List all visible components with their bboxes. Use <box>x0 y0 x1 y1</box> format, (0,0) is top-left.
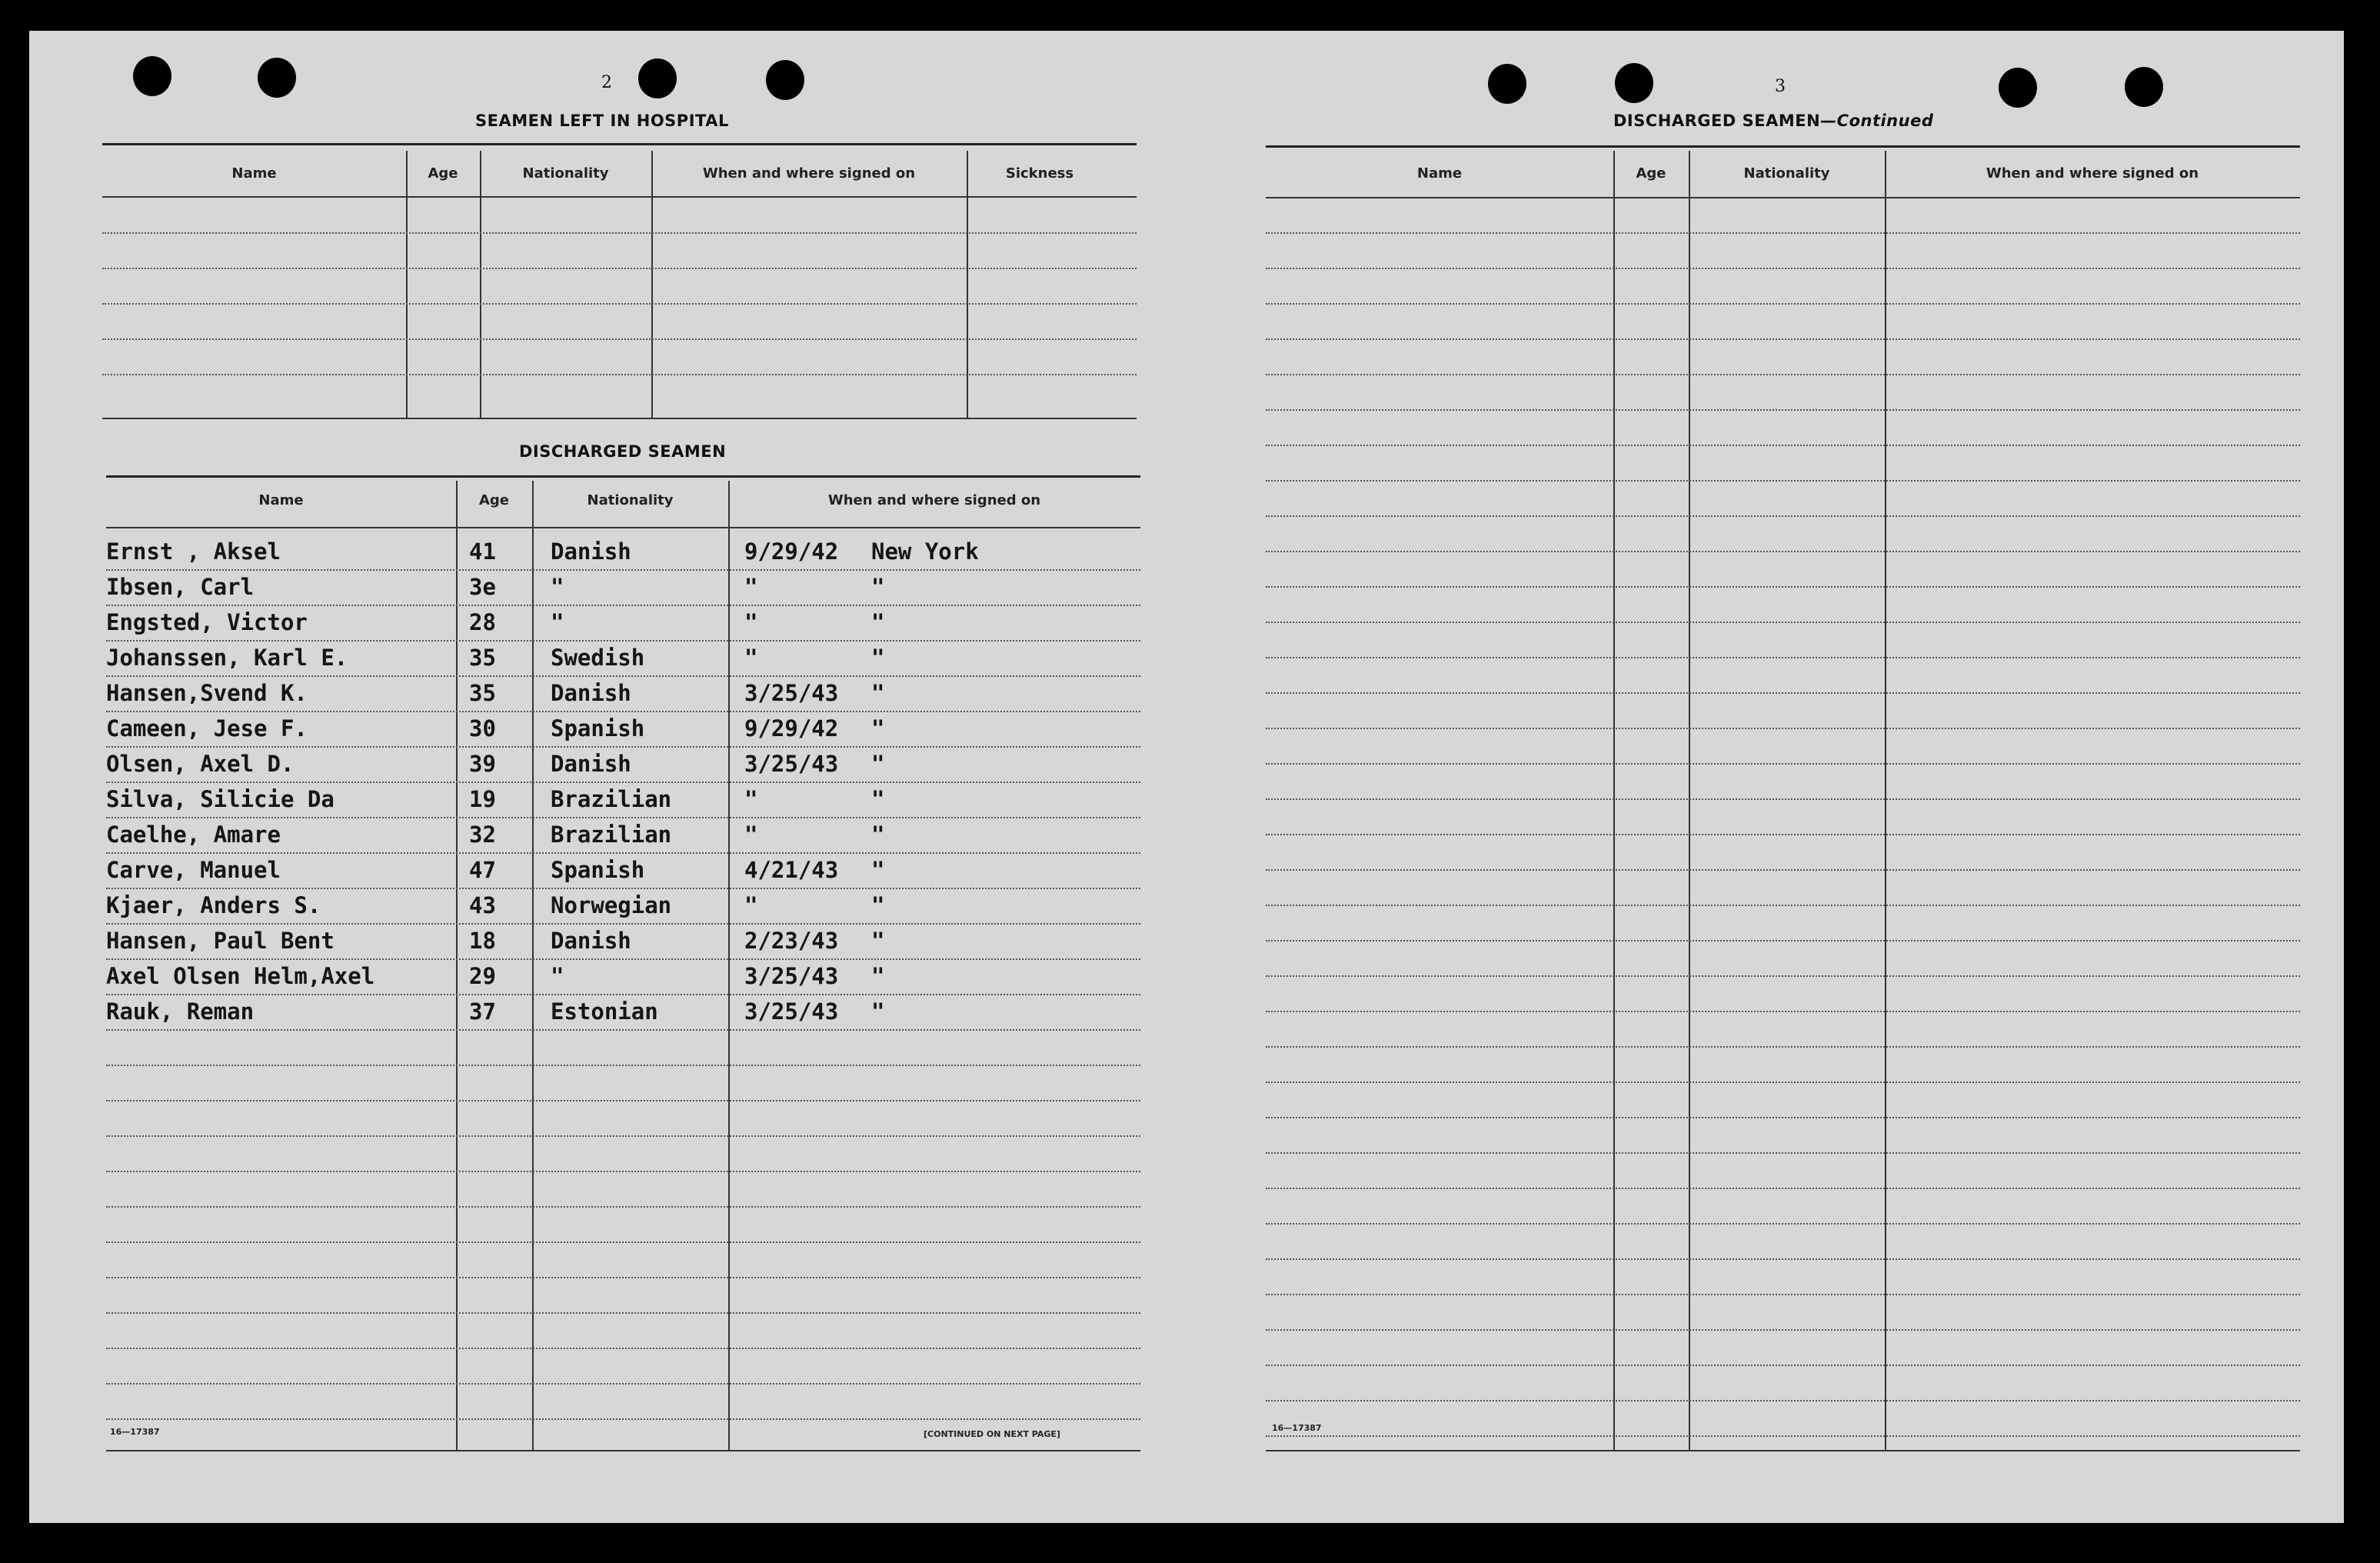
seaman-signed-place: " <box>871 786 885 812</box>
right-col-divider <box>1885 151 1886 1451</box>
hospital-bottom-rule <box>102 418 1137 419</box>
ruled-line <box>1266 905 2300 906</box>
ruled-line <box>1266 763 2300 765</box>
hospital-top-rule <box>102 143 1137 145</box>
seaman-age: 35 <box>469 645 496 671</box>
ruled-line <box>106 1206 1140 1208</box>
seaman-age: 30 <box>469 715 496 742</box>
hospital-col-signed-on: When and where signed on <box>702 165 916 182</box>
seaman-signed-date: " <box>744 892 758 918</box>
seaman-name: Kjaer, Anders S. <box>106 892 321 918</box>
hospital-col-divider <box>406 151 408 418</box>
discharged-col-divider <box>532 481 534 1450</box>
ruled-line <box>1266 657 2300 658</box>
seaman-age: 32 <box>469 821 496 848</box>
seaman-name: Hansen,Svend K. <box>106 680 308 706</box>
seaman-signed-date: " <box>744 645 758 671</box>
left-page-number: 2 <box>601 73 612 92</box>
right-section-title <box>1613 112 1933 130</box>
ruled-line <box>1266 232 2300 234</box>
ruled-line <box>1266 869 2300 871</box>
hospital-col-age: Age <box>428 165 458 182</box>
seaman-name: Caelhe, Amare <box>106 821 281 848</box>
ruled-line <box>1266 480 2300 482</box>
ruled-line <box>1266 622 2300 623</box>
ruled-line <box>1266 409 2300 411</box>
seaman-nationality: Estonian <box>551 998 658 1025</box>
seaman-nationality: Danish <box>551 538 631 565</box>
seaman-signed-date: 9/29/42 <box>744 715 839 742</box>
seaman-signed-date: " <box>744 609 758 635</box>
seaman-signed-date: 3/25/43 <box>744 751 839 777</box>
seaman-name: Carve, Manuel <box>106 857 281 883</box>
ruled-line <box>106 817 1140 818</box>
ruled-line <box>1266 1365 2300 1366</box>
seaman-signed-date: 2/23/43 <box>744 928 839 954</box>
ruled-line <box>106 1348 1140 1349</box>
seaman-signed-place: " <box>871 963 885 989</box>
seaman-age: 18 <box>469 928 496 954</box>
hospital-col-divider <box>967 151 968 418</box>
ruled-line <box>106 569 1140 571</box>
seaman-name: Cameen, Jese F. <box>106 715 308 742</box>
seaman-signed-date: 9/29/42 <box>744 538 839 565</box>
ruled-line <box>1266 268 2300 269</box>
ruled-line <box>1266 692 2300 694</box>
seaman-signed-place: " <box>871 645 885 671</box>
ruled-line <box>1266 1046 2300 1048</box>
hospital-row-line <box>102 338 1137 340</box>
seaman-signed-place: New York <box>871 538 979 565</box>
punch-hole <box>1999 68 2037 108</box>
ruled-line <box>1266 1400 2300 1401</box>
seaman-signed-date: " <box>744 821 758 848</box>
punch-hole <box>1615 63 1653 103</box>
seaman-name: Ernst , Aksel <box>106 538 281 565</box>
right-col-nationality: Nationality <box>1743 165 1830 182</box>
ruled-line <box>106 1418 1140 1420</box>
seaman-name: Silva, Silicie Da <box>106 786 335 812</box>
ruled-line <box>106 605 1140 606</box>
discharged-col-name: Name <box>258 492 304 508</box>
seaman-signed-date: 4/21/43 <box>744 857 839 883</box>
seaman-nationality: Norwegian <box>551 892 672 918</box>
ruled-line <box>1266 798 2300 800</box>
ruled-line <box>1266 1152 2300 1154</box>
discharged-col-nationality: Nationality <box>587 492 674 508</box>
ruled-line <box>106 1383 1140 1385</box>
hospital-row-line <box>102 374 1137 375</box>
seaman-nationality: " <box>551 963 564 989</box>
seaman-signed-place: " <box>871 609 885 635</box>
ruled-line <box>1266 834 2300 835</box>
ruled-line <box>106 782 1140 783</box>
ruled-line <box>1266 338 2300 340</box>
discharged-top-rule <box>106 475 1140 478</box>
hospital-col-divider <box>480 151 481 418</box>
discharged-col-divider <box>728 481 730 1450</box>
ruled-line <box>1266 303 2300 305</box>
right-col-name: Name <box>1416 165 1463 182</box>
seaman-age: 35 <box>469 680 496 706</box>
hospital-col-name: Name <box>231 165 277 182</box>
seaman-nationality: Spanish <box>551 715 645 742</box>
discharged-section-title: DISCHARGED SEAMEN <box>519 442 727 461</box>
seaman-signed-place: " <box>871 751 885 777</box>
right-bottom-rule <box>1266 1450 2300 1451</box>
ruled-line <box>1266 1117 2300 1118</box>
seaman-name: Rauk, Reman <box>106 998 255 1025</box>
seaman-nationality: Danish <box>551 680 631 706</box>
discharged-header-rule <box>106 527 1140 528</box>
document-sheet <box>29 31 2344 1523</box>
ruled-line <box>106 1241 1140 1243</box>
ruled-line <box>1266 728 2300 729</box>
ruled-line <box>106 675 1140 677</box>
ruled-line <box>1266 445 2300 446</box>
continued-note: [CONTINUED ON NEXT PAGE] <box>924 1429 1060 1439</box>
discharged-col-signed-on: When and where signed on <box>827 492 1041 508</box>
seaman-age: 39 <box>469 751 496 777</box>
ruled-line <box>106 1312 1140 1314</box>
seaman-age: 37 <box>469 998 496 1025</box>
seaman-signed-place: " <box>871 857 885 883</box>
right-col-age: Age <box>1636 165 1666 182</box>
punch-hole <box>2125 67 2163 107</box>
ruled-line <box>106 746 1140 748</box>
right-header-rule <box>1266 197 2300 198</box>
ruled-line <box>1266 975 2300 977</box>
hospital-col-nationality: Nationality <box>522 165 609 182</box>
discharged-col-divider <box>456 481 458 1450</box>
punch-hole <box>766 60 804 100</box>
ruled-line <box>106 711 1140 712</box>
seaman-age: 41 <box>469 538 496 565</box>
ruled-line <box>1266 940 2300 941</box>
right-title-main: DISCHARGED SEAMEN <box>1613 112 1821 130</box>
ruled-line <box>106 888 1140 889</box>
seaman-signed-place: " <box>871 821 885 848</box>
ruled-line <box>1266 374 2300 375</box>
right-title-suffix: —Continued <box>1820 112 1934 130</box>
seaman-signed-date: 3/25/43 <box>744 963 839 989</box>
seaman-nationality: " <box>551 609 564 635</box>
ruled-line <box>1266 1223 2300 1225</box>
ruled-line <box>1266 586 2300 588</box>
right-page-number: 3 <box>1775 77 1786 96</box>
punch-hole <box>258 58 296 98</box>
ruled-line <box>1266 1258 2300 1260</box>
ruled-line <box>106 1100 1140 1101</box>
punch-hole <box>133 56 171 96</box>
seaman-signed-date: " <box>744 574 758 600</box>
ruled-line <box>1266 551 2300 552</box>
seaman-age: 28 <box>469 609 496 635</box>
seaman-name: Hansen, Paul Bent <box>106 928 335 954</box>
right-col-divider <box>1613 151 1615 1451</box>
ruled-line <box>106 1029 1140 1031</box>
left-form-number: 16—17387 <box>110 1427 160 1437</box>
seaman-nationality: " <box>551 574 564 600</box>
seaman-age: 19 <box>469 786 496 812</box>
ruled-line <box>106 1171 1140 1172</box>
ruled-line <box>1266 1081 2300 1083</box>
right-form-number: 16—17387 <box>1272 1423 1322 1433</box>
seaman-nationality: Spanish <box>551 857 645 883</box>
hospital-col-sickness: Sickness <box>1005 165 1074 182</box>
hospital-section-title: SEAMEN LEFT IN HOSPITAL <box>475 112 729 130</box>
seaman-name: Johanssen, Karl E. <box>106 645 348 671</box>
discharged-bottom-rule <box>106 1450 1140 1451</box>
punch-hole <box>1488 64 1526 104</box>
seaman-signed-date: 3/25/43 <box>744 680 839 706</box>
ruled-line <box>1266 1329 2300 1331</box>
ruled-line <box>106 1277 1140 1278</box>
punch-hole <box>638 58 677 98</box>
hospital-row-line <box>102 268 1137 269</box>
ruled-line <box>1266 1188 2300 1189</box>
seaman-name: Axel Olsen Helm,Axel <box>106 963 375 989</box>
seaman-signed-place: " <box>871 892 885 918</box>
ruled-line <box>106 923 1140 925</box>
ruled-line <box>106 852 1140 854</box>
seaman-name: Engsted, Victor <box>106 609 308 635</box>
seaman-signed-place: " <box>871 574 885 600</box>
ruled-line <box>106 958 1140 960</box>
hospital-header-rule <box>102 196 1137 198</box>
seaman-age: 3e <box>469 574 496 600</box>
seaman-signed-place: " <box>871 680 885 706</box>
ruled-line <box>1266 1435 2300 1437</box>
ruled-line <box>106 1135 1140 1137</box>
seaman-signed-place: " <box>871 928 885 954</box>
seaman-nationality: Brazilian <box>551 821 672 848</box>
right-col-divider <box>1689 151 1690 1451</box>
seaman-name: Ibsen, Carl <box>106 574 255 600</box>
seaman-signed-place: " <box>871 998 885 1025</box>
hospital-col-divider <box>651 151 653 418</box>
ruled-line <box>1266 1011 2300 1012</box>
ruled-line <box>106 994 1140 995</box>
seaman-nationality: Danish <box>551 751 631 777</box>
ruled-line <box>1266 1294 2300 1295</box>
seaman-nationality: Brazilian <box>551 786 672 812</box>
seaman-signed-date: 3/25/43 <box>744 998 839 1025</box>
right-col-signed-on: When and where signed on <box>1986 165 2199 182</box>
ruled-line <box>106 1065 1140 1066</box>
ruled-line <box>106 640 1140 642</box>
ruled-line <box>1266 515 2300 517</box>
seaman-name: Olsen, Axel D. <box>106 751 295 777</box>
seaman-age: 47 <box>469 857 496 883</box>
seaman-nationality: Swedish <box>551 645 645 671</box>
hospital-row-line <box>102 303 1137 305</box>
discharged-col-age: Age <box>478 492 510 508</box>
seaman-signed-place: " <box>871 715 885 742</box>
right-top-rule <box>1266 145 2300 148</box>
seaman-age: 29 <box>469 963 496 989</box>
hospital-row-line <box>102 232 1137 234</box>
seaman-signed-date: " <box>744 786 758 812</box>
seaman-nationality: Danish <box>551 928 631 954</box>
seaman-age: 43 <box>469 892 496 918</box>
